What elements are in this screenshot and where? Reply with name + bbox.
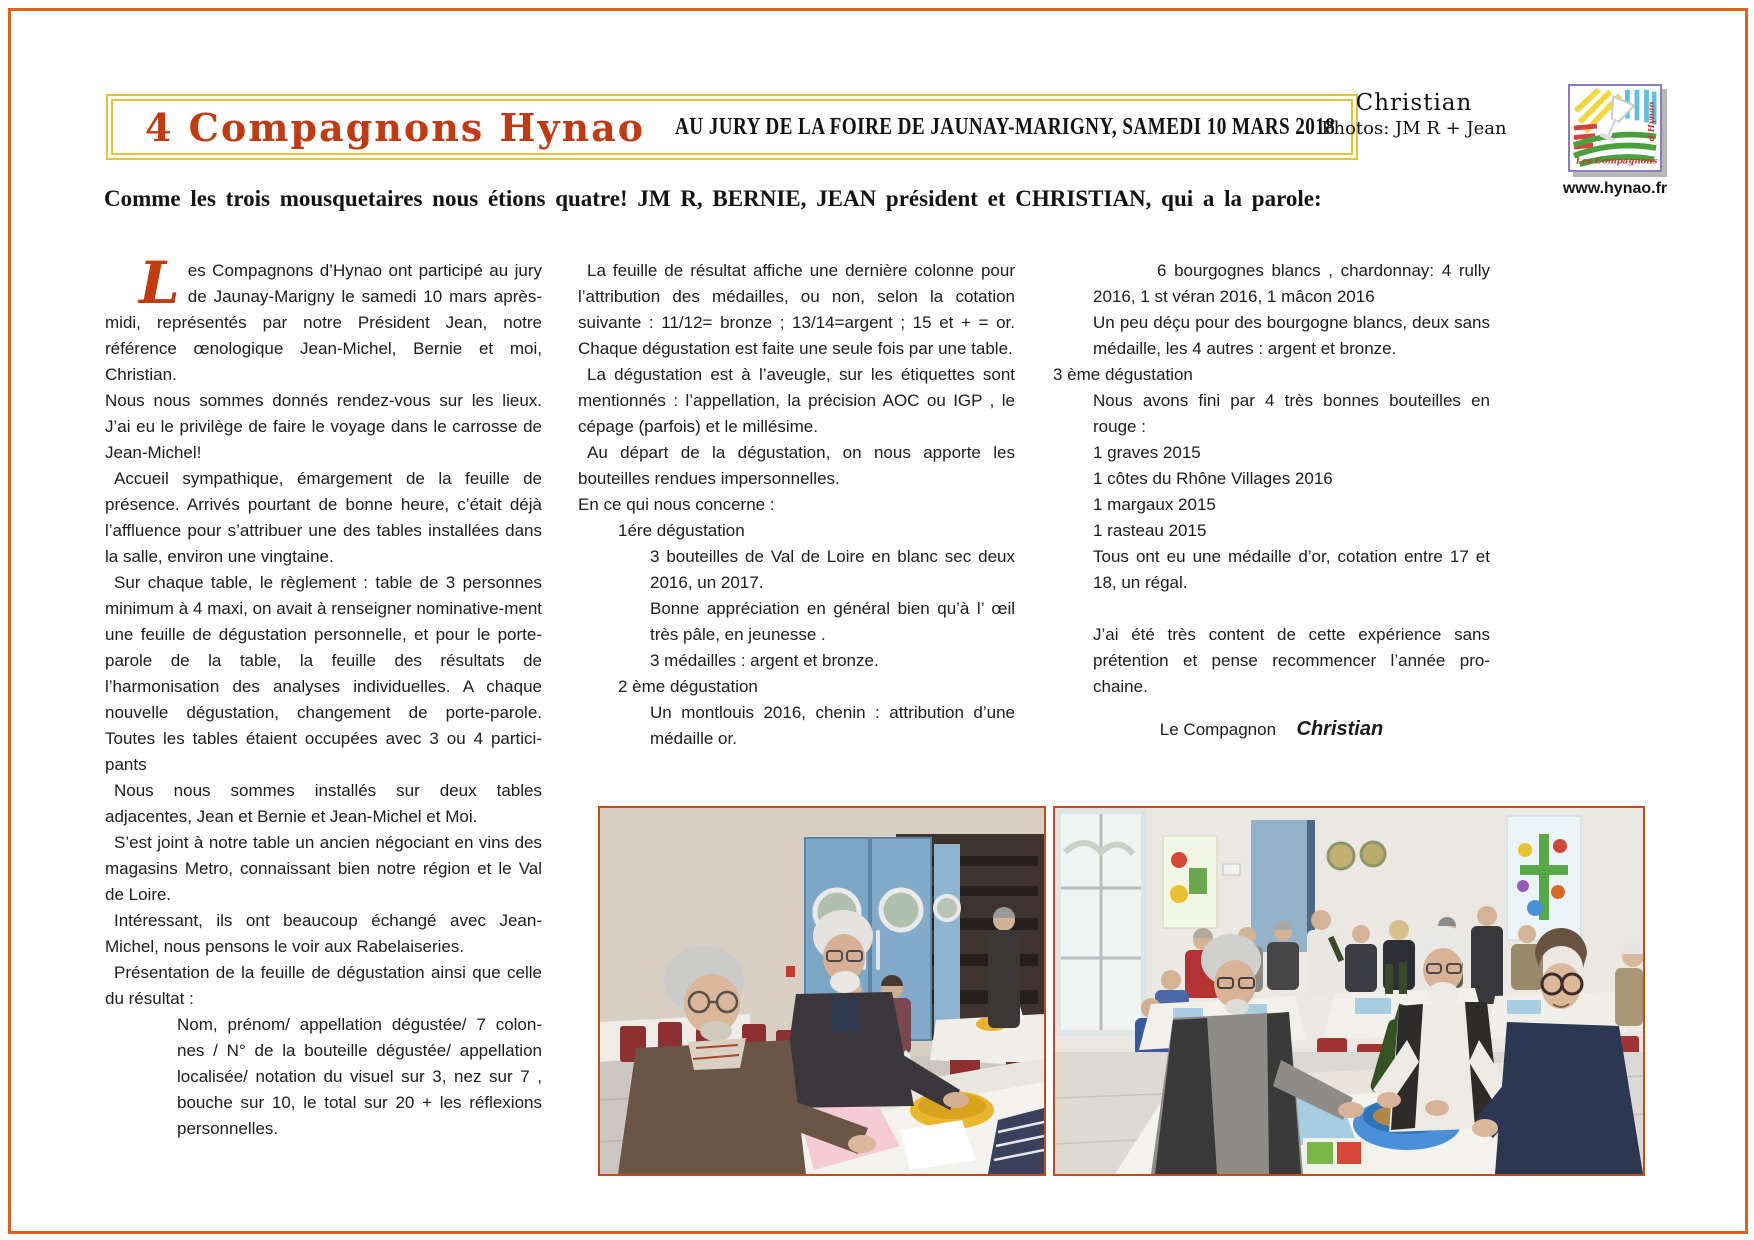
logo-text-side: d’Hynao — [1647, 101, 1658, 142]
body-paragraph: Un peu déçu pour des bourgogne blancs, deux sans médaille, les 4 autres : argent et bronze. — [1093, 313, 1490, 358]
column-3 — [1053, 258, 1490, 700]
photo-tasting-room-wide — [1053, 806, 1645, 1176]
body-paragraph: Un montlouis 2016, chenin : attribution d’une médaille or. — [650, 703, 1015, 748]
dropcap-letter: L — [139, 249, 180, 317]
body-paragraph: Tous ont eu une médaille d’or, cotation entre 17 et 18, un régal. — [1093, 547, 1490, 592]
signature-name: Christian — [1296, 718, 1384, 740]
body-paragraph: Présentation de la feuille de dégustation ainsi que celle du résultat : — [105, 963, 542, 1008]
photo-tasting-table-close — [598, 806, 1046, 1176]
body-paragraph: 3 bouteilles de Val de Loire en blanc sec deux 2016, un 2017. — [650, 547, 1015, 592]
body-paragraph: J’ai été très content de cette expérience sans prétention et pense recommencer l’année pro-chaine. — [1093, 625, 1490, 696]
body-paragraph: Nom, prénom/ appellation dégustée/ 7 colon-nes / N° de la bouteille dégustée/ appellation localisée/ notation du visuel sur 3, nez sur 7 , bouche sur 10, le total sur 20 + les réflexions personnelles. — [177, 1015, 542, 1138]
body-paragraph: 3 médailles : argent et bronze. — [650, 651, 879, 670]
body-paragraph: Intéressant, ils ont beaucoup échangé avec Jean-Michel, nous pensons le voir aux Rabelaiseries. — [105, 911, 542, 956]
hynao-logo — [1568, 84, 1662, 172]
body-paragraph: Sur chaque table, le règlement : table de 3 personnes minimum à 4 maxi, on avait à renseigner nominative-ment une feuille de dégustation personnelle, et pour le porte-parole de la table, la feuille des résultats de l’harmonisation des analyses individuelles. A chaque nouvelle dégustation, changement de porte-parole. Toutes les tables étaient occupées avec 3 ou 4 partici-pants — [105, 573, 542, 774]
body-paragraph: Nous avons fini par 4 très bonnes bouteilles en rouge : — [1093, 391, 1490, 436]
body-paragraph: 3 ème dégustation — [1053, 365, 1193, 384]
body-paragraph: S’est joint à notre table un ancien négociant en vins des magasins Metro, connaissant bien notre région et le Val de Loire. — [105, 833, 542, 904]
page-title: 4 Compagnons Hynao — [145, 104, 646, 150]
signature-line — [1053, 718, 1490, 741]
intro-line: Comme les trois mousquetaires nous étions quatre! JM R, BERNIE, JEAN président et CHRISTIAN, qui a la parole: — [104, 186, 1322, 211]
header-box — [106, 94, 1358, 160]
credit-photographers: Photos: JM R + Jean — [1321, 118, 1507, 139]
photo-2-illustration — [1055, 808, 1643, 1174]
body-paragraph: La dégustation est à l’aveugle, sur les étiquettes sont mentionnés : l’appellation, la précision AOC ou IGP , le cépage (parfois) et le millésime. — [578, 365, 1015, 436]
photo-credits — [1276, 90, 1552, 139]
body-paragraph: 2 ème dégustation — [618, 677, 758, 696]
body-paragraph: 1 côtes du Rhône Villages 2016 — [1093, 469, 1333, 488]
body-paragraph: Bonne appréciation en général bien qu’à l’ œil très pâle, en jeunesse . — [650, 599, 1015, 644]
body-paragraph: 6 bourgognes blancs , chardonnay: 4 rully 2016, 1 st véran 2016, 1 mâcon 2016 — [1093, 261, 1490, 306]
signature-prefix: Le Compagnon — [1159, 720, 1277, 739]
column-2 — [578, 258, 1015, 752]
body-paragraph: Accueil sympathique, émargement de la feuille de présence. Arrivés pourtant de bonne heure, c’était déjà l’affluence pour s’attribuer une des tables installées dans la salle, environ une vingtaine. — [105, 469, 542, 566]
body-paragraph: 1 margaux 2015 — [1093, 495, 1216, 514]
column-1 — [105, 249, 542, 1142]
body-paragraph: 1ére dégustation — [618, 521, 745, 540]
body-paragraph: La feuille de résultat affiche une dernière colonne pour l’attribution des médailles, ou non, selon la cotation suivante : 11/12= bronze ; 13/14=argent ; 15 et + = or. Chaque dégustation est faite une seule fois par une table. — [578, 261, 1015, 358]
hynao-logo-illustration — [1570, 86, 1660, 170]
page-subtitle: AU JURY DE LA FOIRE DE JAUNAY-MARIGNY, SAMEDI 10 MARS 2018 — [675, 113, 1336, 140]
body-paragraph: Les Compagnons d’Hynao ont participé au jury de Jaunay-Marigny le samedi 10 mars après-midi, représentés par notre Président Jean, notre référence œnologique Jean-Michel, Bernie et moi, Christian. — [105, 249, 542, 384]
body-paragraph: Nous nous sommes donnés rendez-vous sur les lieux. J’ai eu le privilège de faire le voyage dans le carrosse de Jean-Michel! — [105, 391, 542, 462]
body-paragraph: Nous nous sommes installés sur deux tables adjacentes, Jean et Bernie et Jean-Michel et Moi. — [105, 781, 542, 826]
website-url: www.hynao.fr — [1562, 180, 1668, 197]
body-paragraph: Au départ de la dégustation, on nous apporte les bouteilles rendues impersonnelles. — [578, 443, 1015, 488]
photo-1-illustration — [600, 808, 1044, 1174]
body-paragraph: 1 graves 2015 — [1093, 443, 1201, 462]
body-paragraph: En ce qui nous concerne : — [578, 495, 775, 514]
logo-text-main: Les Compagnons — [1575, 156, 1658, 167]
body-paragraph: 1 rasteau 2015 — [1093, 521, 1207, 540]
credit-author-name: Christian — [1355, 90, 1473, 116]
